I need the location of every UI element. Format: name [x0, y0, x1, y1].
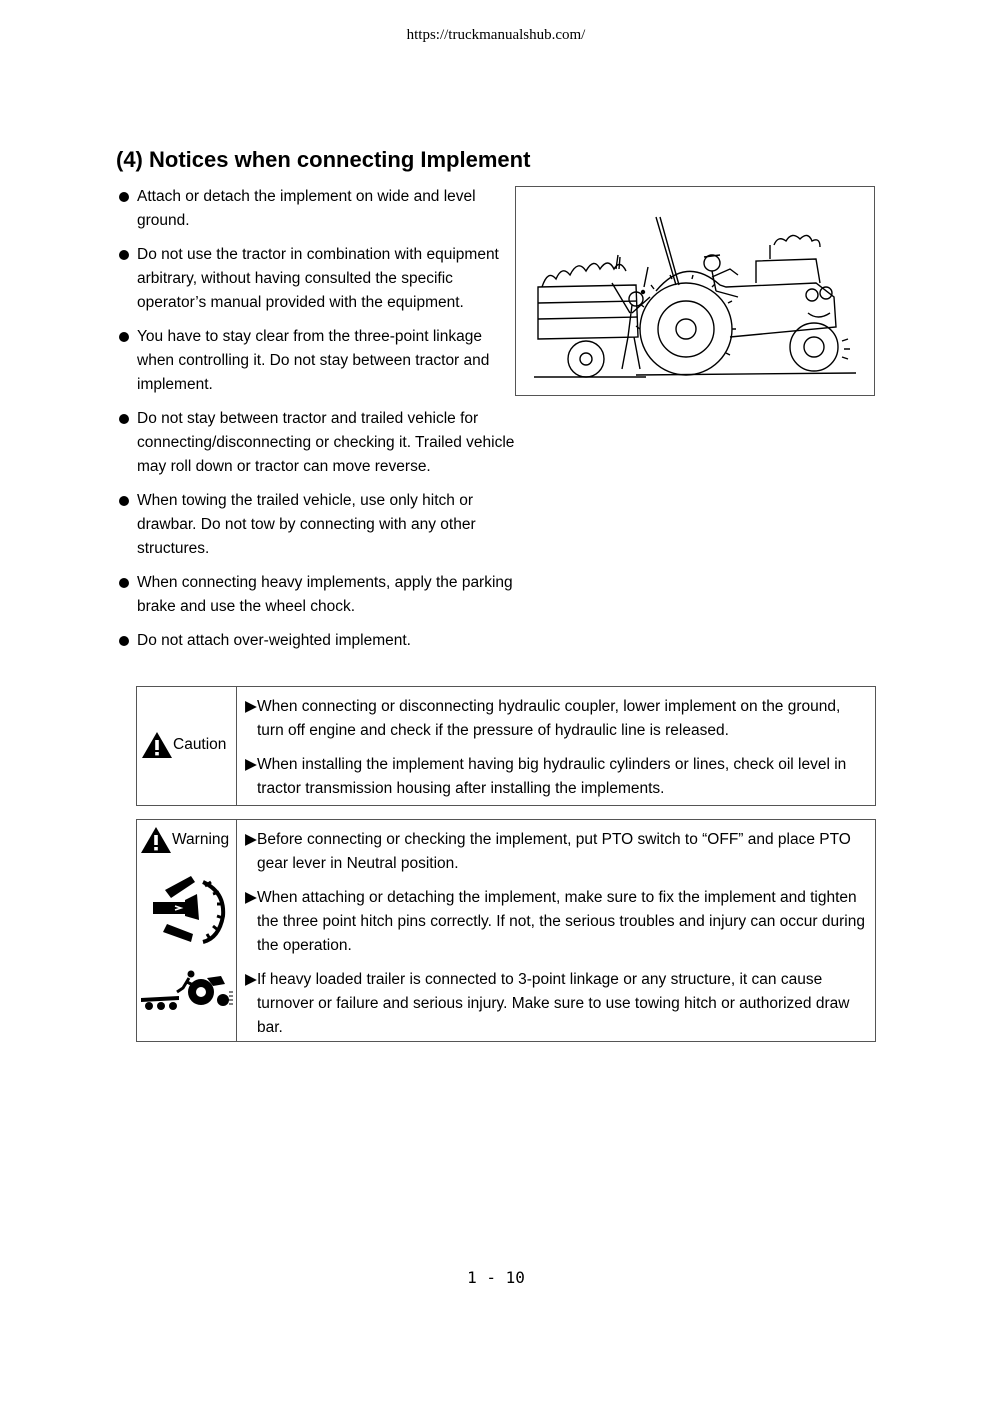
- warning-item: [245, 828, 869, 876]
- bullet-text: When towing the trailed vehicle, use only hitch or drawbar. Do not tow by connecting with any other structures.: [137, 492, 476, 557]
- warning-item-text: When attaching or detaching the implement, make sure to fix the implement and tighten the three point hitch pins correctly. If not, the serious troubles and injury can occur during the operation.: [257, 889, 865, 954]
- bullet-text: Do not use the tractor in combination with equipment arbitrary, without having consulted the specific operator’s manual provided with the equipment.: [137, 246, 499, 311]
- warning-triangle-icon: [140, 826, 172, 854]
- triangle-right-icon: ▶: [245, 831, 257, 848]
- list-item: [116, 629, 518, 653]
- tractor-with-trailer-icon: [516, 187, 874, 395]
- caution-text-cell: [237, 687, 875, 805]
- page-number: 1 - 10: [467, 1268, 525, 1287]
- triangle-right-icon: ▶: [245, 698, 257, 715]
- caution-notice-box: [136, 686, 876, 806]
- caution-sign: [141, 731, 226, 759]
- list-item: [116, 571, 518, 619]
- list-item: [116, 407, 518, 479]
- triangle-right-icon: ▶: [245, 756, 257, 773]
- warning-label: Warning: [172, 831, 230, 848]
- hand-entanglement-icon: [151, 872, 231, 944]
- bullet-dot-icon: [119, 578, 129, 588]
- caution-item-text: When connecting or disconnecting hydraulic coupler, lower implement on the ground, turn off engine and check if the pressure of hydraulic line is released.: [257, 698, 841, 739]
- notice-bullet-list: [116, 185, 518, 663]
- bullet-dot-icon: [119, 496, 129, 506]
- list-item: [116, 243, 518, 315]
- tractor-illustration-figure: [515, 186, 875, 396]
- caution-item-text: When installing the implement having big hydraulic cylinders or lines, check oil level in tractor transmission housing after installing the implements.: [257, 756, 847, 797]
- warning-notice-box: [136, 819, 876, 1042]
- warning-text-cell: [237, 820, 875, 1041]
- bullet-text: Do not stay between tractor and trailed vehicle for connecting/disconnecting or checking it. Trailed vehicle may roll down or tractor can move reverse.: [137, 410, 515, 475]
- bullet-text: When connecting heavy implements, apply the parking brake and use the wheel chock.: [137, 574, 513, 615]
- warning-item-text: If heavy loaded trailer is connected to 3-point linkage or any structure, it can cause turnover or failure and serious injury. Make sure to use towing hitch or authorized draw bar.: [257, 971, 850, 1036]
- warning-sign: [140, 826, 229, 854]
- triangle-right-icon: ▶: [245, 889, 257, 906]
- warning-item-text: Before connecting or checking the implement, put PTO switch to “OFF” and place PTO gear lever in Neutral position.: [257, 831, 851, 872]
- tractor-runover-icon: [139, 970, 233, 1014]
- list-item: [116, 325, 518, 397]
- warning-item: [245, 968, 869, 1040]
- warning-triangle-icon: [141, 731, 173, 759]
- triangle-right-icon: ▶: [245, 971, 257, 988]
- bullet-dot-icon: [119, 192, 129, 202]
- bullet-text: You have to stay clear from the three-point linkage when controlling it. Do not stay between tractor and implement.: [137, 328, 490, 393]
- list-item: [116, 185, 518, 233]
- bullet-dot-icon: [119, 332, 129, 342]
- bullet-text: Do not attach over-weighted implement.: [137, 632, 411, 649]
- warning-label-cell: [137, 820, 237, 1041]
- section-title: (4) Notices when connecting Implement: [116, 147, 531, 172]
- caution-label-cell: [137, 687, 237, 805]
- caution-item: [245, 695, 869, 743]
- warning-item: [245, 886, 869, 958]
- bullet-text: Attach or detach the implement on wide and level ground.: [137, 188, 476, 229]
- bullet-dot-icon: [119, 636, 129, 646]
- caution-label: Caution: [173, 736, 227, 753]
- bullet-dot-icon: [119, 414, 129, 424]
- caution-item: [245, 753, 869, 801]
- header-url: https://truckmanualshub.com/: [406, 27, 586, 43]
- list-item: [116, 489, 518, 561]
- bullet-dot-icon: [119, 250, 129, 260]
